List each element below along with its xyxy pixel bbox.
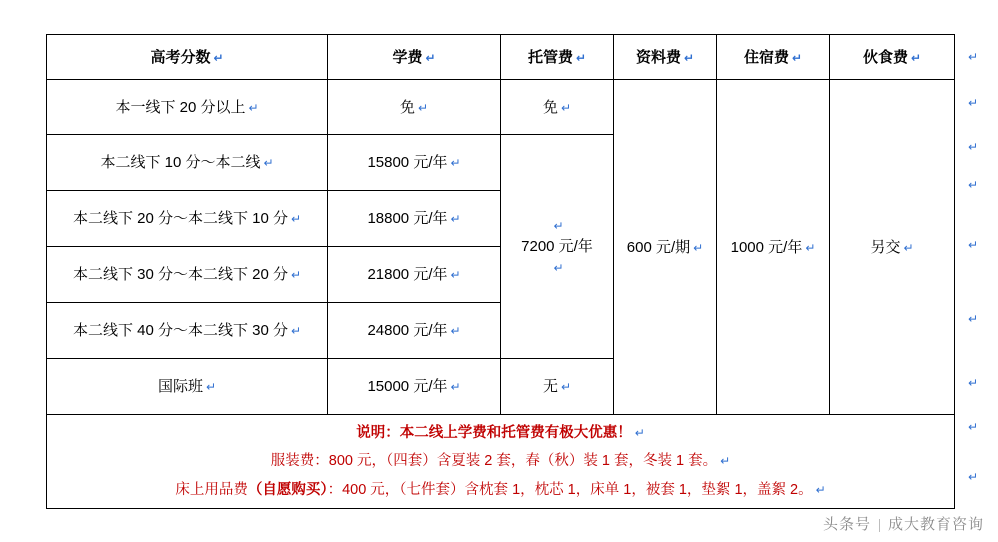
watermark-name: 成大教育咨询 [887,516,984,533]
cell-tuition [328,303,501,359]
paragraph-mark-icon: ↵ [213,50,224,65]
paragraph-mark-icon: ↵ [693,240,704,255]
header-label-food: 伙食费 [862,48,908,66]
paragraph-mark-icon: ↵ [553,261,564,275]
header-label-material: 资料费 [635,48,681,66]
cell-text: 7200 元/年 [521,238,593,255]
cell-tuition [328,191,501,247]
paragraph-mark-icon: ↵ [720,454,731,469]
paragraph-mark-icon: ↵ [968,470,979,484]
paragraph-mark-icon: ↵ [560,100,572,115]
header-cell-score [47,35,328,80]
paragraph-mark-icon: ↵ [290,268,302,282]
header-label-score: 高考分数 [150,48,211,66]
cell-score [47,247,328,303]
cell-tuition [328,135,501,191]
note-line-3-emphasis: （自愿购买） [247,481,328,498]
paragraph-mark-icon: ↵ [417,100,429,115]
table-header-row [47,35,955,80]
note-line-3 [49,476,952,504]
cell-care [501,359,614,415]
paragraph-mark-icon: ↵ [968,312,979,326]
paragraph-mark-icon: ↵ [903,240,914,255]
header-cell-dorm [717,35,830,80]
watermark-separator [879,519,880,532]
paragraph-mark-icon: ↵ [450,380,461,394]
cell-score [47,359,328,415]
watermark [823,513,984,534]
cell-text: 600 元/期 [626,238,691,256]
table-row [47,80,955,135]
header-cell-care [501,35,614,80]
cell-score [47,135,328,191]
paragraph-mark-icon: ↵ [805,240,816,255]
paragraph-mark-icon: ↵ [815,482,826,497]
paragraph-mark-icon: ↵ [791,50,803,65]
cell-care [501,80,614,135]
paragraph-mark-icon: ↵ [450,324,461,338]
paragraph-mark-icon: ↵ [553,219,564,233]
cell-text: 1000 元/年 [730,238,803,256]
paragraph-mark-icon: ↵ [968,140,979,154]
paragraph-mark-icon: ↵ [450,212,461,226]
cell-text: 本二线下 10 分～本二线 [100,154,261,171]
cell-tuition [328,359,501,415]
note-line-2 [49,447,952,475]
paragraph-mark-icon: ↵ [634,426,645,440]
paragraph-mark-icon: ↵ [263,156,274,170]
paragraph-mark-icon: ↵ [968,50,979,64]
header-cell-material [614,35,717,80]
cell-text: 15000 元/年 [367,378,448,395]
cell-care-merged [501,135,614,359]
header-label-care: 托管费 [527,48,573,66]
paragraph-mark-icon: ↵ [290,212,302,226]
paragraph-mark-icon: ↵ [450,156,461,170]
header-label-dorm: 住宿费 [743,48,789,66]
cell-text: 国际班 [157,378,203,395]
note-line-1 [49,419,952,447]
watermark-prefix: 头条号 [822,516,871,533]
cell-tuition [328,247,501,303]
cell-text: 15800 元/年 [367,154,448,171]
cell-text: 无 [542,378,558,395]
cell-score [47,191,328,247]
paragraph-mark-icon: ↵ [450,268,461,282]
cell-text: 本二线下 20 分～本二线下 10 分 [72,210,288,227]
note-line-3-prefix: 床上用品费 [175,481,248,498]
cell-material-merged [614,80,717,415]
note-line-3-suffix: ：400 元，（七件套）含枕套 1，枕芯 1，床单 1，被套 1，垫絮 1，盖絮 2。 [327,481,813,498]
fee-table [46,34,955,509]
cell-score [47,80,328,135]
cell-text: 本二线下 40 分～本二线下 30 分 [72,322,288,339]
cell-text: 本一线下 20 分以上 [115,98,246,116]
cell-text: 免 [542,98,558,116]
paragraph-mark-icon: ↵ [205,380,217,394]
note-line-1-text: 说明：本二线上学费和托管费有极大优惠！ [356,425,632,441]
header-cell-food [830,35,955,80]
cell-dorm-merged [717,80,830,415]
paragraph-mark-icon: ↵ [968,238,979,252]
cell-text: 24800 元/年 [367,322,448,339]
header-cell-tuition [328,35,501,80]
cell-food-merged [830,80,955,415]
paragraph-mark-icon: ↵ [968,178,979,192]
paragraph-mark-icon: ↵ [968,96,979,110]
cell-tuition [328,80,501,135]
paragraph-mark-icon: ↵ [968,376,979,390]
cell-text: 本二线下 30 分～本二线下 20 分 [72,266,288,283]
paragraph-mark-icon: ↵ [910,50,922,65]
paragraph-mark-icon: ↵ [425,50,436,65]
header-label-tuition: 学费 [392,48,423,66]
cell-text: 21800 元/年 [367,266,448,283]
cell-text: 免 [399,98,415,116]
notes-row [47,415,955,509]
note-line-2-text: 服装费：800 元，（四套）含夏装 2 套，春（秋）装 1 套，冬装 1 套。 [270,453,718,470]
cell-score [47,303,328,359]
cell-text: 另交 [870,238,901,256]
cell-text: 18800 元/年 [367,210,448,227]
paragraph-mark-icon: ↵ [575,50,587,65]
paragraph-mark-icon: ↵ [968,420,979,434]
paragraph-mark-icon: ↵ [290,324,302,338]
notes-cell [47,415,955,509]
paragraph-mark-icon: ↵ [248,100,259,115]
paragraph-mark-icon: ↵ [683,50,695,65]
paragraph-mark-icon: ↵ [560,380,572,394]
